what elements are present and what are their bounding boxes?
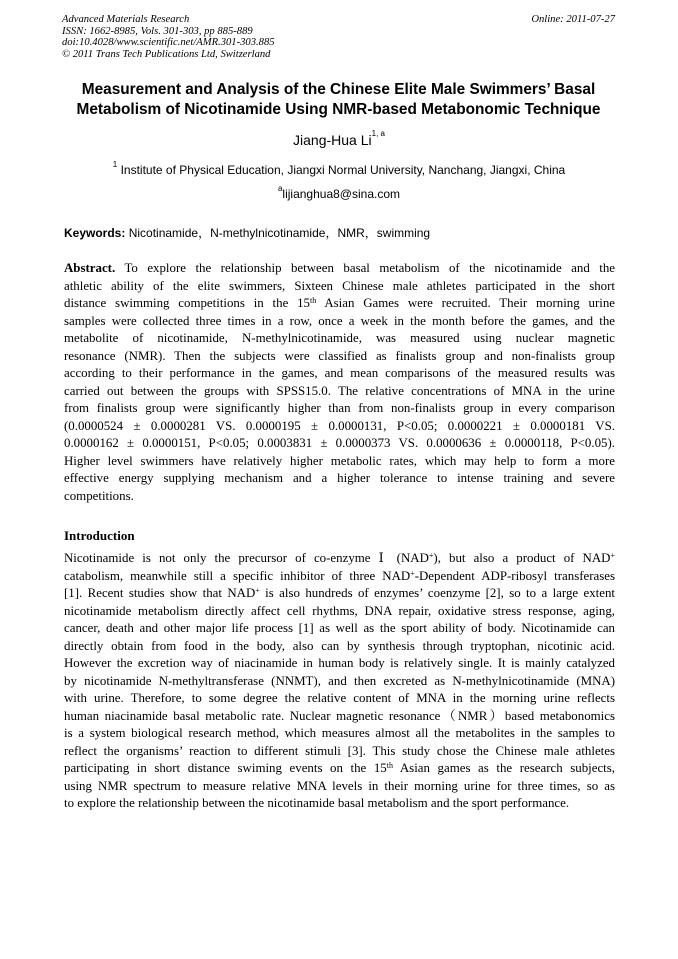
abstract-line xyxy=(64,260,615,278)
intro-line: Nicotinamide is not only the precursor of co-enzyme Ⅰ (NAD+), but also a product of NAD+ xyxy=(64,551,616,565)
affiliation xyxy=(0,160,678,177)
intro-line: using NMR spectrum to measure relative MNA levels in their morning urine for three times, so as xyxy=(64,778,615,793)
author xyxy=(0,129,678,148)
abstract-line: competitions. xyxy=(64,488,134,503)
abstract-line: athletic ability of the elite swimmers, Sixteen Chinese male athletes participated in the short xyxy=(64,278,615,293)
abstract-line-text: To explore the relationship between basal metabolism of the nicotinamide and the xyxy=(124,261,615,275)
paper-title xyxy=(52,80,625,120)
email-address: lijianghua8@sina.com xyxy=(282,187,401,201)
abstract-label: Abstract. xyxy=(64,261,116,275)
title-line: Metabolism of Nicotinamide Using NMR-based Metabonomic Technique xyxy=(76,101,601,118)
abstract-line: from finalists group were significantly higher than from non-finalists group in every comparison xyxy=(64,401,615,415)
keywords-text: Nicotinamide，N-methylnicotinamide，NMR，swimming xyxy=(128,226,431,240)
intro-line: human niacinamide basal metabolic rate. Nuclear magnetic resonance（NMR）based metabonomics xyxy=(64,708,615,723)
intro-line: nicotinamide metabolism directly affect cell rhythms, DNA repair, oxidative stress response, aging, xyxy=(64,603,615,618)
journal-doi: doi:10.4028/www.scientific.net/AMR.301-303.885 xyxy=(62,37,275,49)
abstract-line: carried out between the groups with SPSS15.0. The relative concentrations of MNA in the urine xyxy=(64,383,615,398)
intro-line: cancer, death and other major life process [1] as well as the sport ability of body. Nicotinamide can xyxy=(64,621,615,635)
intro-line: by nicotinamide N-methyltransferase (NNMT), and then excreted as N-methylnicotinamide (MNA) xyxy=(64,673,615,688)
abstract xyxy=(64,260,615,505)
abstract-line: effective energy supplying mechanism and a higher tolerance to intense training and severe xyxy=(64,471,615,485)
intro-line: participating in short distance swiming events on the 15th Asian games as the research subjects, xyxy=(64,761,615,775)
author-name: Jiang-Hua Li xyxy=(293,132,372,148)
author-sup: 1, a xyxy=(371,129,385,138)
title-line: Measurement and Analysis of the Chinese Elite Male Swimmers’ Basal xyxy=(81,81,596,98)
abstract-line: metabolite of nicotinamide, N-methylnicotinamide, was measured using nuclear magnetic xyxy=(64,331,615,345)
abstract-line: 0.0000162 ± 0.0000151, P<0.05; 0.0003831 ± 0.0000373 VS. 0.0000636 ± 0.0000118, P<0.05). xyxy=(64,436,615,450)
abstract-line: samples were collected three times in a row, once a week in the month before the games, and the xyxy=(64,313,615,328)
journal-copyright: © 2011 Trans Tech Publications Ltd, Switzerland xyxy=(62,48,271,60)
keywords xyxy=(64,224,616,241)
abstract-line: Higher level swimmers have relatively higher metabolic rates, which may help to form a more xyxy=(64,453,615,468)
abstract-line: resonance (NMR). Then the subjects were classified as finalists group and non-finalists group xyxy=(64,348,615,363)
introduction-body xyxy=(64,550,615,813)
journal-header xyxy=(62,14,615,60)
intro-line: reflect the organisms’ reaction to different stimuli [3]. This study chose the Chinese male athletes xyxy=(64,743,615,758)
abstract-line: according to their performance in the games, and mean comparisons of the measured results was xyxy=(64,366,615,380)
keywords-label: Keywords: xyxy=(64,226,126,240)
email xyxy=(0,184,678,201)
affiliation-sup: 1 xyxy=(112,160,118,169)
abstract-line: (0.0000524 ± 0.0000281 VS. 0.0000195 ± 0.0000131, P<0.05; 0.0000221 ± 0.0000181 VS. xyxy=(64,418,615,433)
intro-line: catabolism, meanwhile still a specific inhibitor of three NAD+-Dependent ADP-ribosyl transferases xyxy=(64,568,615,583)
intro-line: with urine. Therefore, to some degree the relative content of MNA in the morning urine reflects xyxy=(64,691,615,705)
intro-line: is a system biological research method, which measures almost all the metabolites in the samples to xyxy=(64,726,615,740)
intro-line: [1]. Recent studies show that NAD+ is also hundreds of enzymes’ coenzyme [2], so to a large extent xyxy=(64,586,616,600)
online-date: Online: 2011-07-27 xyxy=(531,14,615,25)
introduction-heading: Introduction xyxy=(64,528,135,543)
email-sup: a xyxy=(277,184,283,193)
intro-line: to explore the relationship between the nicotinamide basal metabolism and the sport performance. xyxy=(64,796,570,810)
journal-issn: ISSN: 1662-8985, Vols. 301-303, pp 885-889 xyxy=(62,25,253,37)
intro-line: directly obtain from food in the body, also can by synthesis through tryptophan, nicotinic acid. xyxy=(64,638,615,653)
journal-name: Advanced Materials Research xyxy=(62,14,190,25)
affiliation-text: Institute of Physical Education, Jiangxi Normal University, Nanchang, Jiangxi, China xyxy=(120,163,566,177)
abstract-line: distance swimming competitions in the 15th Asian Games were recruited. Their morning urine xyxy=(64,296,616,310)
intro-line: However the excretion way of niacinamide in human body is relatively single. It is mainly catalyzed xyxy=(64,656,615,670)
